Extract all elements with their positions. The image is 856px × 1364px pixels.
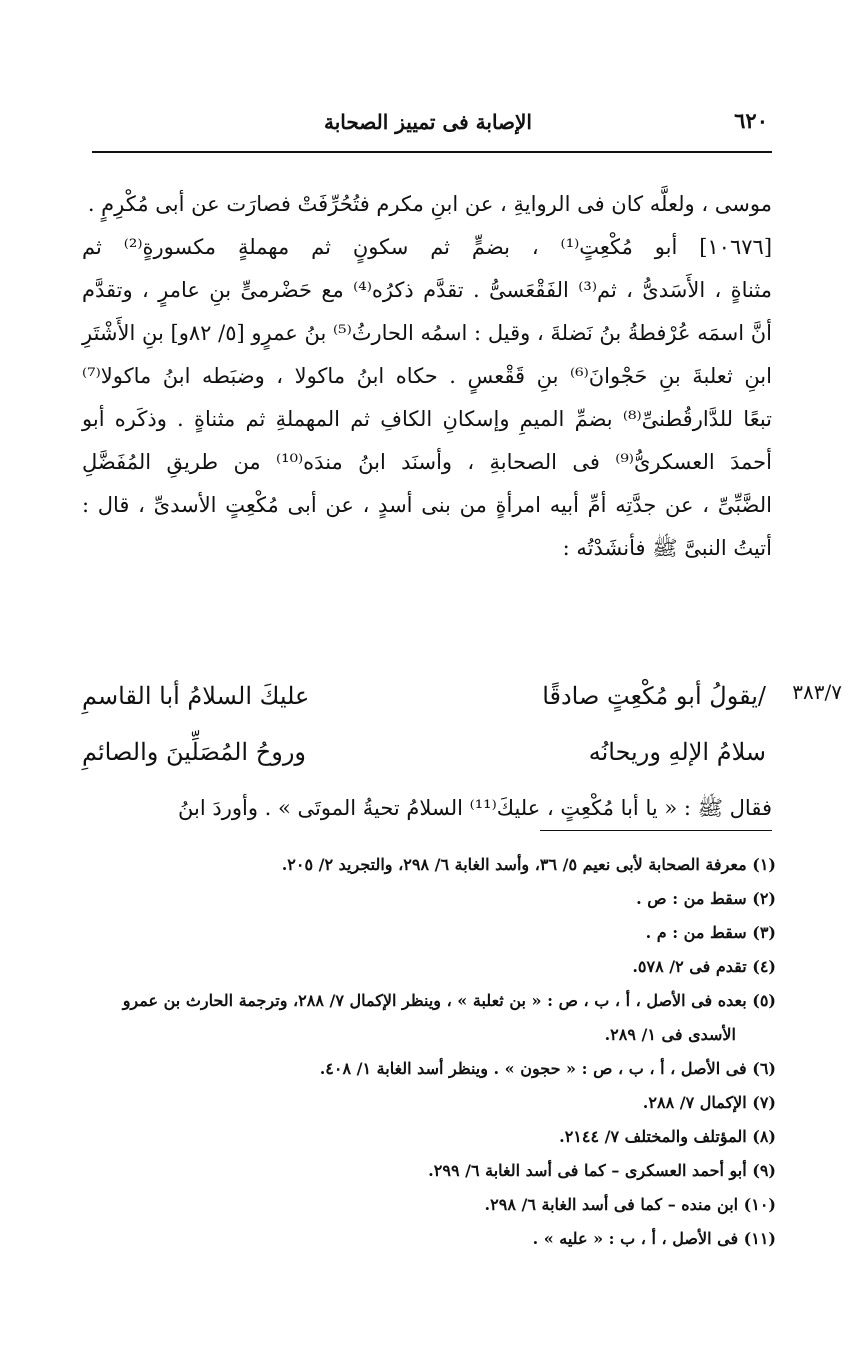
footnote-divider [540, 830, 772, 831]
footnote-continuation: الأسدى فى ١/ ٢٨٩. [604, 1025, 736, 1044]
footnote: (١) معرفة الصحابة لأبى نعيم ٥/ ٣٦، وأسد الغابة ٦/ ٢٩٨، والتجريد ٢/ ٢٠٥. [281, 855, 776, 874]
header-divider [92, 151, 772, 153]
verse-second-hemistich: وروحُ المُصَلِّينَ والصائمِ [82, 738, 306, 766]
poem-verse [82, 724, 772, 780]
poem-verse [82, 668, 772, 724]
footnote: (١٠) ابن منده – كما فى أسد الغابة ٦/ ٢٩٨. [484, 1195, 776, 1214]
poem [82, 668, 772, 780]
footnote: (٤) تقدم فى ٢/ ٥٧٨. [632, 957, 776, 976]
text-line: أنَّ اسمَه عُرْفطةُ بنُ نَضلةَ ، وقيل : اسمُه الحارثُ⁽⁵⁾ بنُ عمرٍو [٥/ ٨٢و] بنِ الأَشْتَرِ [82, 321, 772, 345]
running-title: الإصابة فى تمييز الصحابة [324, 110, 532, 134]
verse-first-hemistich: /يقولُ أبو مُكْعِتٍ صادقًا [542, 682, 766, 710]
verse-first-hemistich: سلامُ الإلهِ وريحانُه [588, 738, 766, 766]
footnote: (٣) سقط من : م . [645, 923, 776, 942]
footnote: (٦) فى الأصل ، أ ، ب ، ص : « حجون » . وينظر أسد الغابة ١/ ٤٠٨. [319, 1059, 776, 1078]
verse-second-hemistich: عليكَ السلامُ أبا القاسمِ [82, 682, 310, 710]
text-line: [١٠٦٧٦] أبو مُكْعِتٍ⁽¹⁾ ، بضمٍّ ثم سكونٍ ثم مهملةٍ مكسورةٍ⁽²⁾ ثم [82, 235, 773, 259]
text-line: تبعًا للدَّارقُطنىِّ⁽⁸⁾ بضمِّ الميمِ وإسكانِ الكافِ ثم المهملةِ ثم مثناةٍ . وذكَره أبو [82, 407, 773, 431]
footnote: (٨) المؤتلف والمختلف ٧/ ٢١٤٤. [559, 1127, 776, 1146]
text-line: أتيتُ النبىَّ ﷺ فأنشَدْتُه : [562, 536, 772, 560]
footnote: (٢) سقط من : ص . [636, 889, 776, 908]
margin-reference: ٣٨٣/٧ [792, 680, 842, 704]
text-line: أحمدَ العسكرىُّ⁽⁹⁾ فى الصحابةِ ، وأسنَد ابنُ مندَه⁽¹⁰⁾ من طريقِ المُفَضَّلِ [82, 450, 772, 474]
text-line: موسى ، ولعلَّه كان فى الروايةِ ، عن ابنِ مكرم فتُحُرِّفَتْ فصارَت عن أبى مُكْرِمٍ . [87, 192, 772, 216]
main-text [82, 184, 772, 571]
text-line: فقال ﷺ : « يا أبا مُكْعِتٍ ، عليكَ⁽¹¹⁾ السلامُ تحيةُ الموتَى » . وأوردَ ابنُ [178, 796, 772, 820]
page-header [88, 108, 768, 148]
text-line: ابنِ ثعلبةَ بنِ حَجْوانَ⁽⁶⁾ بنِ قَقْعسٍ . حكاه ابنُ ماكولا ، وضبَطه ابنُ ماكولا⁽⁷⁾ [82, 364, 772, 388]
footnote: (٧) الإكمال ٧/ ٢٨٨. [642, 1093, 776, 1112]
footnotes [70, 848, 776, 1256]
text-line: الضَّبِّىِّ ، عن جدَّتِه أمِّ أبيه امرأةٍ من بنى أسدٍ ، عن أبى مُكْعِتٍ الأسدىِّ ، قال : [82, 493, 772, 517]
page-number: ٦٢٠ [734, 108, 768, 133]
text-line: مثناةٍ ، الأَسَدىُّ ، ثم⁽³⁾ الفَقْعَسىُّ . تقدَّم ذكرُه⁽⁴⁾ مع حَضْرمىٍّ بنِ عامرٍ ، وتقدَّم [82, 278, 772, 302]
footnote: (١١) فى الأصل ، أ ، ب : « عليه » . [532, 1229, 776, 1248]
footnote: (٥) بعده فى الأصل ، أ ، ب ، ص : « بن ثعلبة » ، وينظر الإكمال ٧/ ٢٨٨، وترجمة الحارث بن عمرو [122, 991, 776, 1010]
footnote: (٩) أبو أحمد العسكرى – كما فى أسد الغابة ٦/ ٢٩٩. [428, 1161, 776, 1180]
